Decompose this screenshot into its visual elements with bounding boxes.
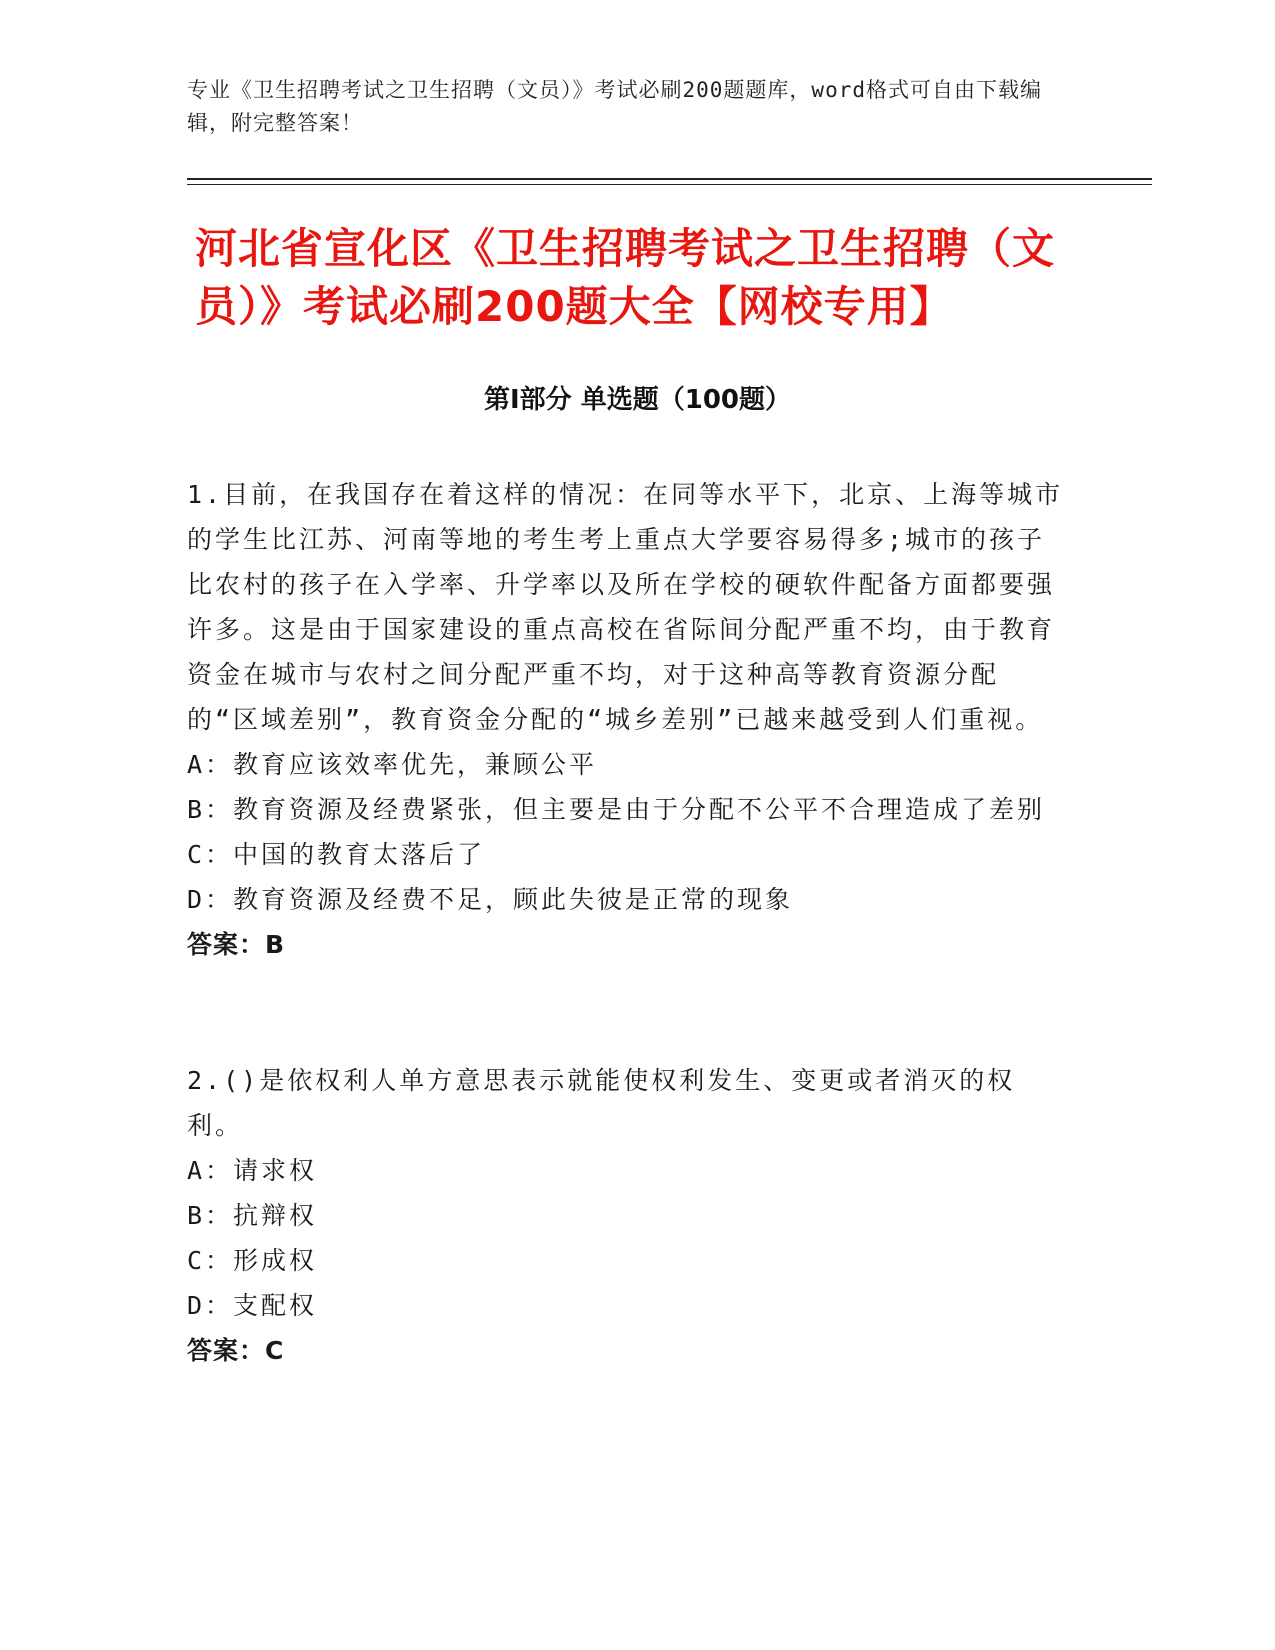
option-d: D：支配权	[187, 1291, 318, 1320]
question-text: 2.()是依权利人单方意思表示就能使权利发生、变更或者消灭的权利。	[187, 1066, 1016, 1140]
question-text: 1.目前，在我国存在着这样的情况：在同等水平下，北京、上海等城市的学生比江苏、河南等地的考生考上重点大学要容易得多;城市的孩子比农村的孩子在入学率、升学率以及所在学校的硬软件配备方面都要强许多。这是由于国家建设的重点高校在省际间分配严重不均，由于教育资金在城市与农村之间分配严重不均，对于这种高等教育资源分配的“区域差别”，教育资金分配的“城乡差别”已越来越受到人们重视。	[187, 480, 1064, 734]
question-1	[187, 472, 1067, 967]
option-b: B：教育资源及经费紧张，但主要是由于分配不公平不合理造成了差别	[187, 795, 1046, 824]
question-2	[187, 1058, 1067, 1373]
header-divider-thin	[187, 184, 1152, 185]
document-title: 河北省宣化区《卫生招聘考试之卫生招聘（文员）》考试必刷200题大全【网校专用】	[195, 224, 1056, 331]
section-title: 第Ⅰ部分 单选题（100题）	[484, 385, 791, 415]
option-d: D：教育资源及经费不足，顾此失彼是正常的现象	[187, 885, 794, 914]
answer: 答案：C	[187, 1336, 285, 1365]
header-divider-thick	[187, 178, 1152, 180]
header-note: 专业《卫生招聘考试之卫生招聘（文员）》考试必刷200题题库，word格式可自由下载编辑，附完整答案！	[187, 78, 1042, 135]
option-c: C：形成权	[187, 1246, 318, 1275]
option-b: B：抗辩权	[187, 1201, 318, 1230]
option-a: A：请求权	[187, 1156, 318, 1185]
answer: 答案：B	[187, 930, 286, 959]
option-a: A：教育应该效率优先，兼顾公平	[187, 750, 598, 779]
option-c: C：中国的教育太落后了	[187, 840, 486, 869]
